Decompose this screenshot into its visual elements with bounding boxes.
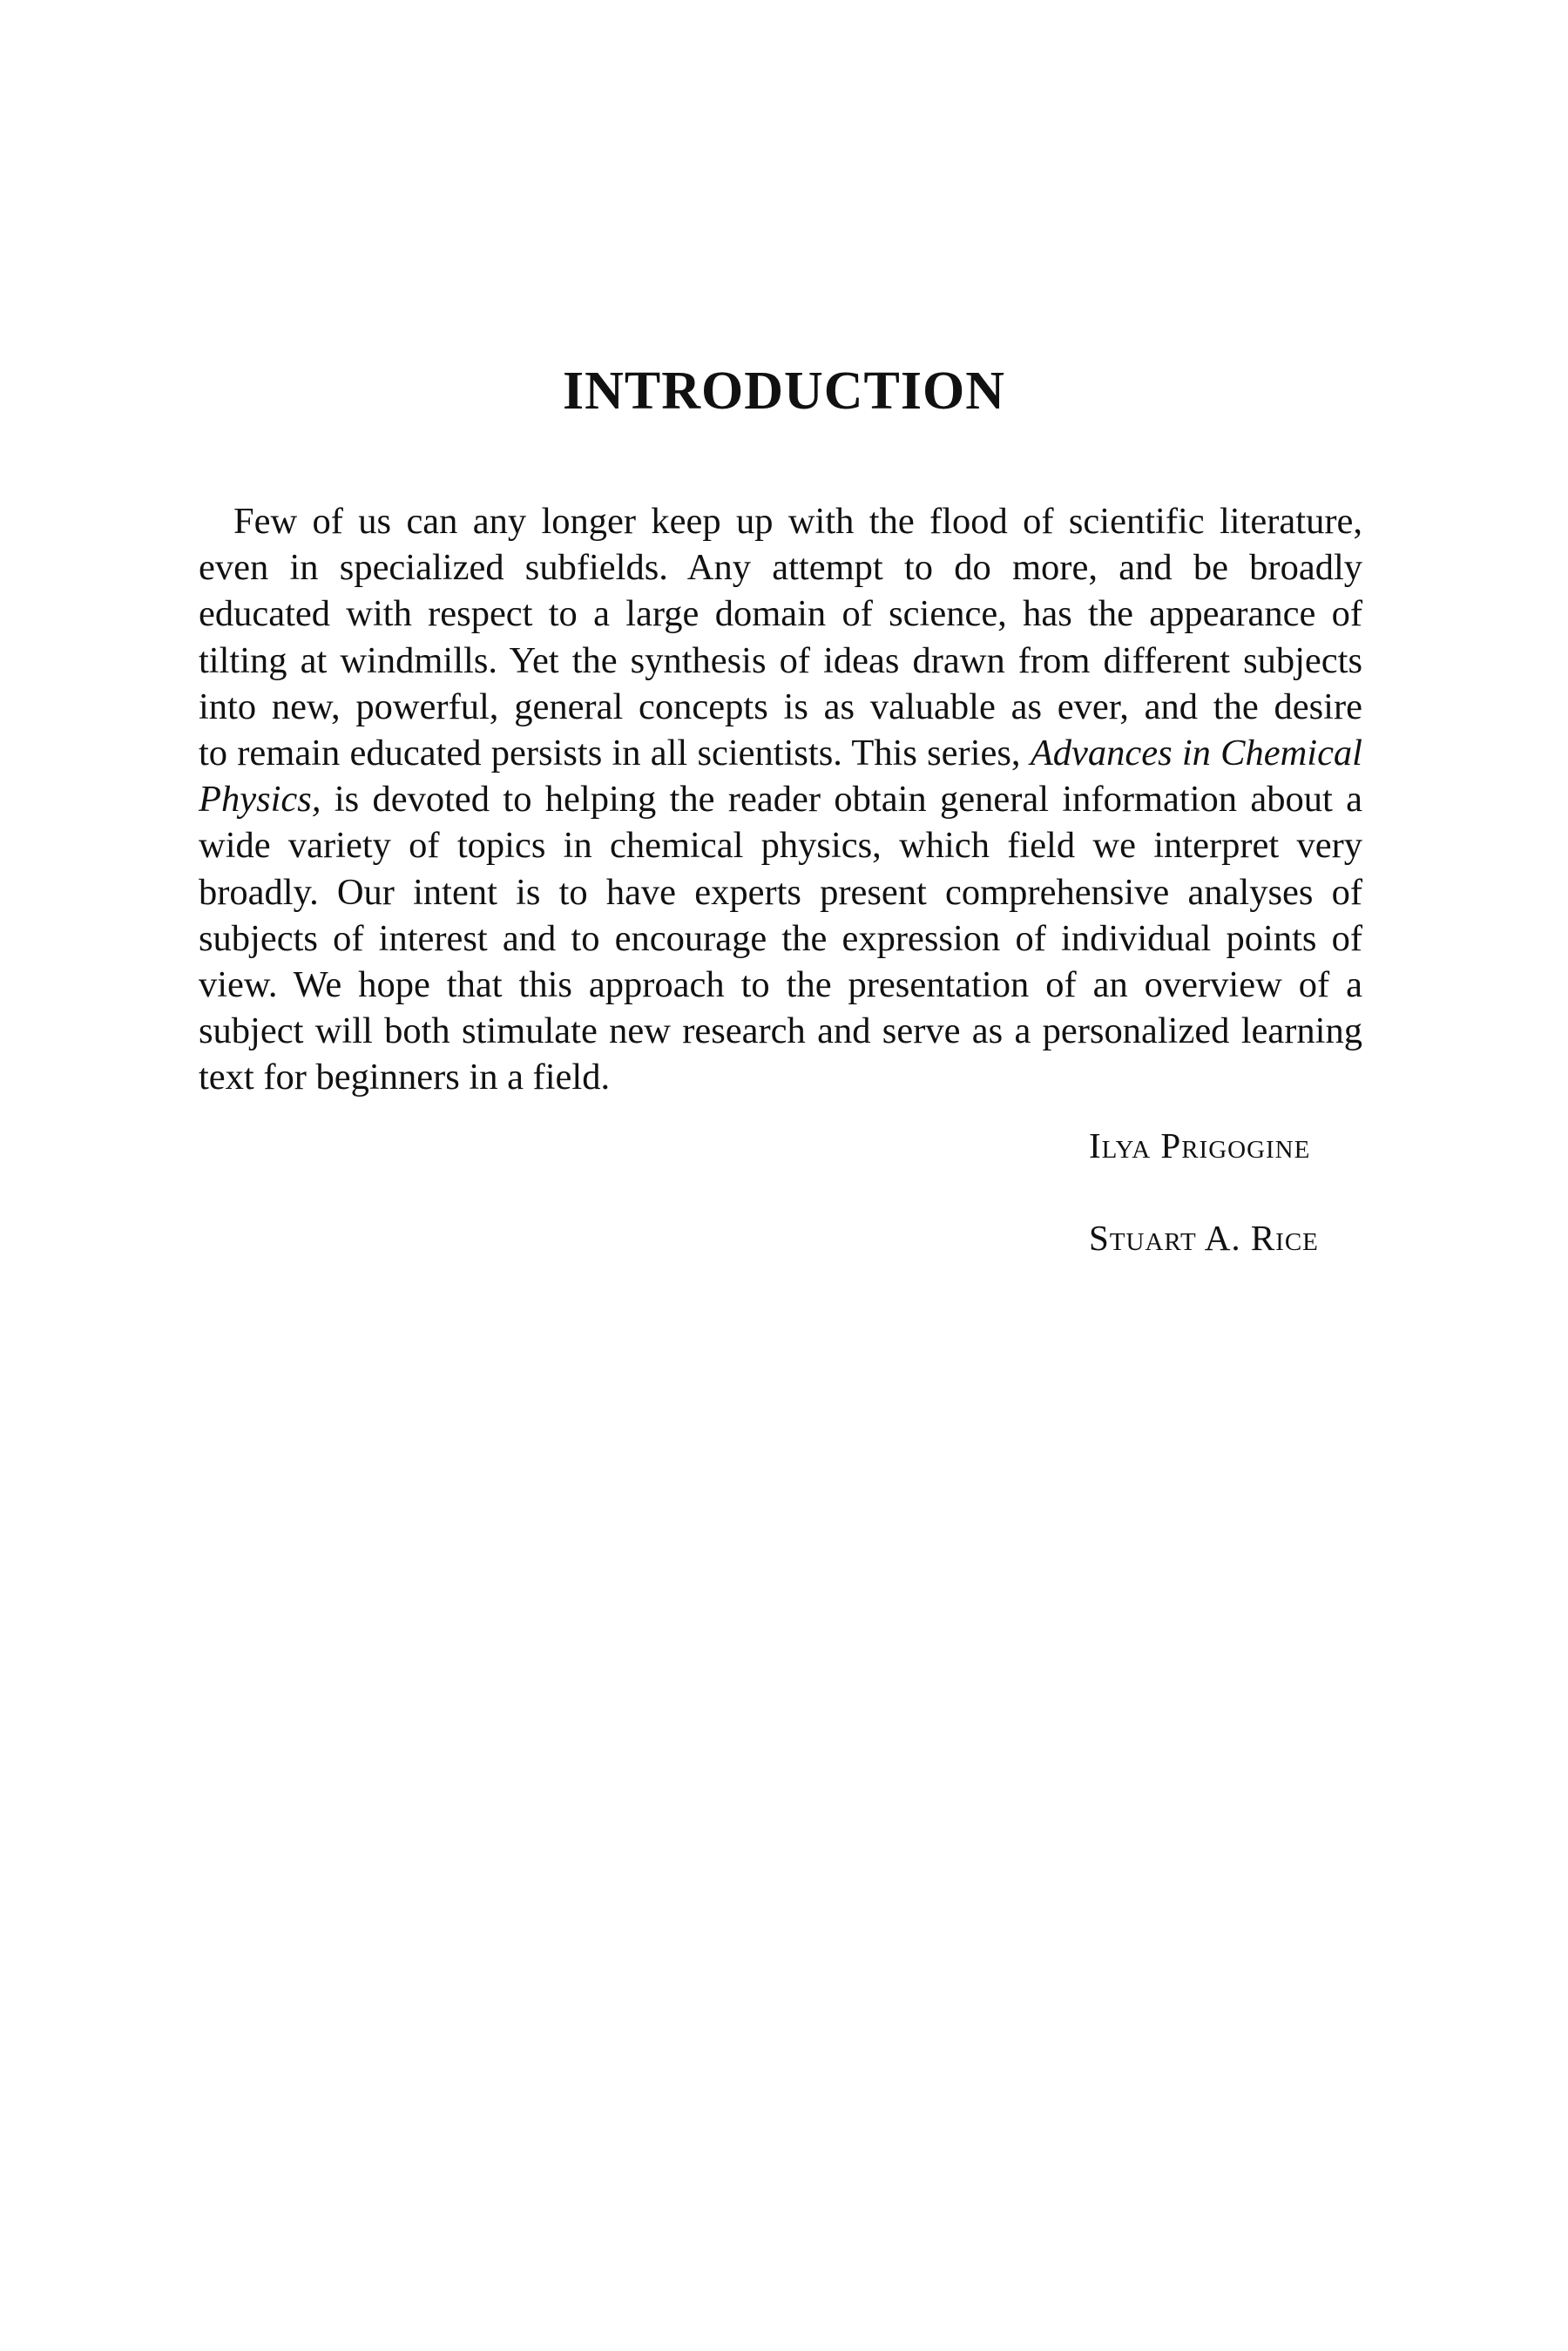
paragraph-line-text: to remain educated persists in all scientists. This series, xyxy=(199,732,1021,774)
page-title: INTRODUCTION xyxy=(562,361,1006,421)
paragraph-line: Few of us can any longer keep up with the flood of scientific literature, xyxy=(233,501,1362,542)
paragraph-line: even in specialized subfields. Any attempt to do more, and be broadly xyxy=(199,547,1362,589)
paragraph-line: subject will both stimulate new research and serve as a personalized learning xyxy=(199,1010,1362,1052)
author-signature-rice: Stuart A. Rice xyxy=(1089,1218,1319,1258)
paragraph-line: view. We hope that this approach to the presentation of an overview of a xyxy=(199,963,1362,1005)
paragraph-line: into new, powerful, general concepts is as valuable as ever, and the desire xyxy=(199,686,1362,727)
series-title-italic: Advances in Chemical xyxy=(1030,732,1362,774)
series-title-italic: Physics, xyxy=(199,779,321,821)
paragraph-line-text: is devoted to helping the reader obtain general information about a xyxy=(334,779,1363,821)
paragraph-line: subjects of interest and to encourage the expression of individual points of xyxy=(199,917,1362,959)
paragraph-line: broadly. Our intent is to have experts present comprehensive analyses of xyxy=(199,871,1362,913)
paragraph-line-with-series xyxy=(199,730,1362,776)
introduction-paragraph xyxy=(199,498,1362,1100)
paragraph-line-with-series xyxy=(199,776,1362,822)
author-signature-prigogine: Ilya Prigogine xyxy=(1089,1125,1311,1165)
paragraph-line: educated with respect to a large domain of science, has the appearance of xyxy=(199,593,1362,635)
paragraph-line: wide variety of topics in chemical physics, which field we interpret very xyxy=(199,825,1362,867)
paragraph-line: text for beginners in a field. xyxy=(199,1057,611,1098)
paragraph-line: tilting at windmills. Yet the synthesis of ideas drawn from different subjects xyxy=(199,639,1362,681)
